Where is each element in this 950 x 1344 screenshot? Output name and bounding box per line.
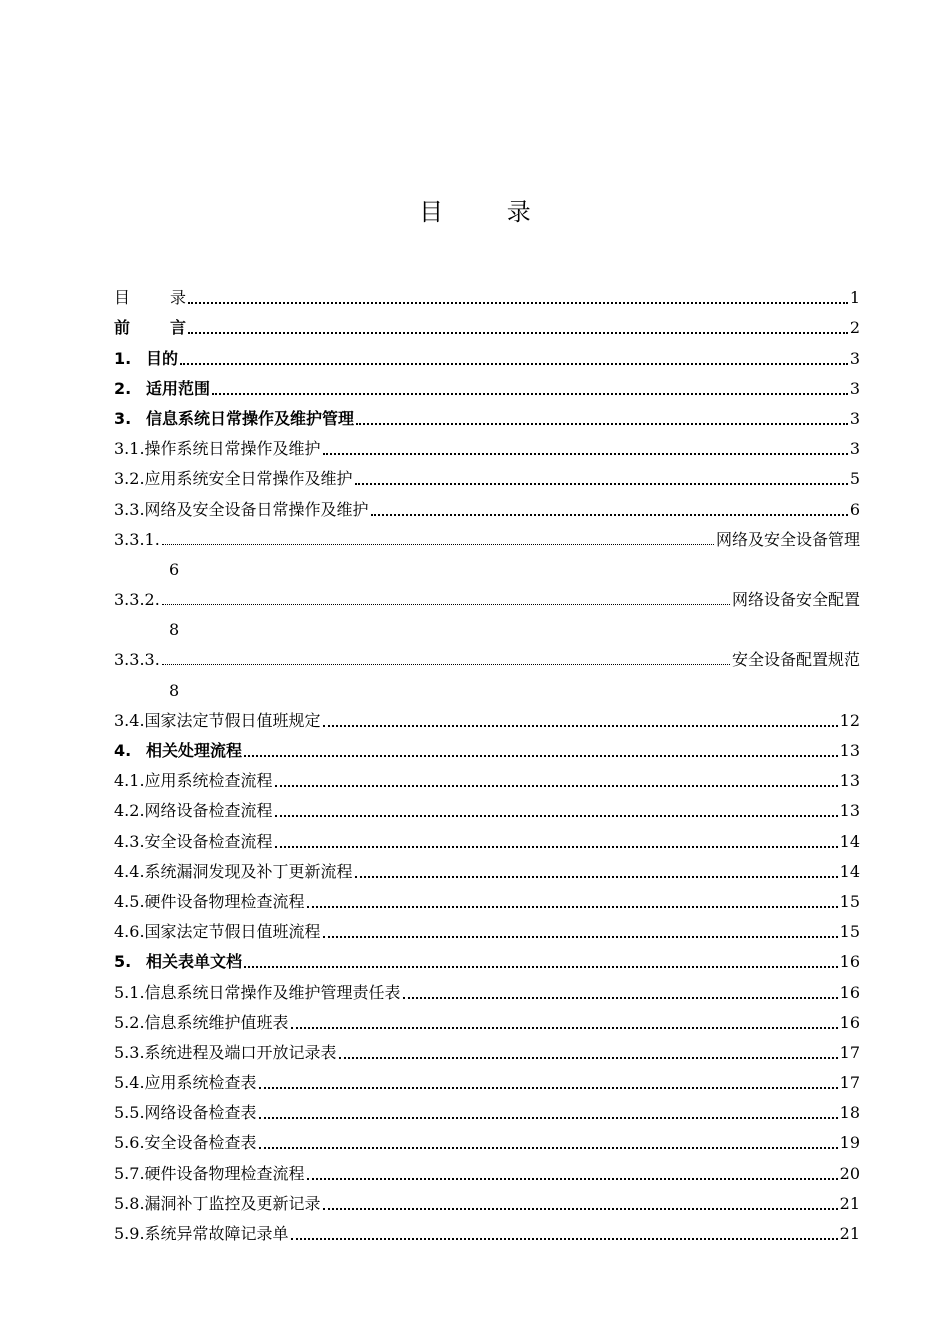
toc-leader-dots: [323, 935, 838, 938]
toc-entry[interactable]: [114, 489, 860, 519]
toc-leader-dots: [356, 422, 848, 425]
toc-entry[interactable]: [114, 701, 860, 731]
toc-entry-label: 目 录: [114, 288, 187, 308]
toc-entry-page: 20: [839, 1163, 860, 1183]
toc-entry-page: 19: [839, 1133, 860, 1153]
toc-entry[interactable]: [114, 761, 860, 791]
toc-leader-dots: [188, 331, 848, 334]
toc-entry-label: 5.1.信息系统日常操作及维护管理责任表: [114, 982, 401, 1002]
toc-entry-page: 15: [839, 922, 860, 942]
toc-entry-number: 5.1.: [114, 982, 145, 1002]
toc-entry-label: 5.8.漏洞补丁监控及更新记录: [114, 1193, 321, 1213]
toc-entry-number: 1.: [114, 348, 132, 368]
toc-entry-label: 4.6.国家法定节假日值班流程: [114, 922, 321, 942]
toc-entry-number: 3.4.: [114, 710, 145, 730]
toc-entry[interactable]: [114, 821, 860, 851]
toc-entry-number: 3.3.2.: [114, 590, 160, 610]
page-title: 目 录: [419, 198, 559, 226]
toc-leader-dots: [162, 663, 730, 665]
toc-leader-dots: [339, 1056, 838, 1059]
toc-entry-page: 16: [839, 952, 860, 972]
toc-leader-dots: [275, 814, 838, 817]
toc-entry-label: 网络及安全设备管理: [715, 529, 860, 549]
toc-entry[interactable]: [114, 1003, 860, 1033]
toc-entry-label: 3.3.网络及安全设备日常操作及维护: [114, 499, 369, 519]
toc-entry[interactable]: [114, 852, 860, 882]
toc-entry[interactable]: [114, 308, 860, 338]
toc-leader-dots: [323, 1207, 838, 1210]
toc-entry-label: 4.3.安全设备检查流程: [114, 831, 273, 851]
toc-leader-dots: [323, 452, 848, 455]
toc-entry-page: 17: [839, 1042, 860, 1062]
toc-entry-page: 18: [839, 1103, 860, 1123]
toc-entry-label: 5.2.信息系统维护值班表: [114, 1012, 289, 1032]
toc-entry-page: 12: [839, 710, 860, 730]
toc-entry-number: 4.2.: [114, 801, 145, 821]
toc-entry-page: 3: [849, 439, 860, 459]
toc-entry[interactable]: [114, 640, 860, 670]
toc-leader-dots: [180, 362, 848, 365]
toc-entry-number: 3.1.: [114, 439, 145, 459]
toc-leader-dots: [371, 513, 848, 516]
toc-entry[interactable]: [114, 429, 860, 459]
toc-entry[interactable]: [114, 1153, 860, 1183]
toc-entry-label: 5.6.安全设备检查表: [114, 1133, 257, 1153]
toc-entry-number: 3.3.: [114, 499, 145, 519]
toc-entry[interactable]: [114, 520, 860, 550]
toc-leader-dots: [307, 1177, 838, 1180]
toc-leader-dots: [291, 1237, 838, 1240]
toc-leader-dots: [323, 724, 838, 727]
toc-leader-dots: [162, 543, 714, 545]
toc-entry-number: 5.4.: [114, 1073, 145, 1093]
toc-entry-page: 3: [849, 348, 860, 368]
toc-entry[interactable]: [114, 1123, 860, 1153]
toc-entry-number: 3.: [114, 408, 132, 428]
toc-entry-page: 13: [839, 741, 860, 760]
toc-entry-label: 安全设备配置规范: [731, 650, 860, 670]
toc-entry-number: 3.3.1.: [114, 529, 160, 549]
toc-leader-dots: [355, 875, 838, 878]
toc-entry-label: 5.5.网络设备检查表: [114, 1103, 257, 1123]
toc-leader-dots: [259, 1086, 838, 1089]
toc-entry[interactable]: [114, 369, 860, 399]
toc-leader-dots: [291, 1026, 838, 1029]
toc-entry-page: 14: [839, 831, 860, 851]
toc-entry-label: 前 言: [114, 318, 187, 338]
toc-entry-label: 5.4.应用系统检查表: [114, 1073, 257, 1093]
toc-entry[interactable]: [114, 459, 860, 489]
toc-entry-number: 4.: [114, 741, 132, 760]
toc-entry-label: 网络设备安全配置: [731, 590, 860, 610]
toc-entry-page: 5: [849, 469, 860, 489]
toc-entry-label: 4. 相关处理流程: [114, 741, 243, 760]
toc-entry-label: 5.9.系统异常故障记录单: [114, 1224, 289, 1243]
toc-entry-page: 3: [849, 408, 860, 428]
toc-entry-page: 21: [839, 1224, 860, 1243]
toc-entry-page: 3: [849, 378, 860, 398]
toc-entry[interactable]: [114, 1214, 860, 1244]
toc-entry[interactable]: [114, 912, 860, 942]
toc-entry-number: 4.1.: [114, 771, 145, 791]
toc-entry[interactable]: [114, 942, 860, 972]
toc-entry-label: 5.7.硬件设备物理检查流程: [114, 1163, 305, 1183]
toc-entry-page: 6: [849, 499, 860, 519]
table-of-contents: [114, 278, 860, 1244]
toc-entry-label: 3. 信息系统日常操作及维护管理: [114, 408, 355, 428]
toc-entry-number: 3.2.: [114, 469, 145, 489]
toc-entry-page: 17: [839, 1073, 860, 1093]
toc-leader-dots: [275, 784, 838, 787]
toc-entry-number: 5.7.: [114, 1163, 145, 1183]
toc-entry[interactable]: [114, 882, 860, 912]
toc-entry[interactable]: [114, 791, 860, 821]
toc-leader-dots: [244, 754, 838, 757]
toc-leader-dots: [212, 392, 848, 395]
toc-entry[interactable]: [114, 731, 860, 761]
toc-entry[interactable]: [114, 580, 860, 610]
toc-entry[interactable]: [114, 1033, 860, 1063]
toc-entry-page: 8: [169, 620, 180, 640]
toc-leader-dots: [355, 482, 848, 485]
toc-entry[interactable]: [114, 1063, 860, 1093]
toc-entry-page: 8: [169, 680, 180, 700]
toc-entry-number: 2.: [114, 378, 132, 398]
toc-entry[interactable]: [114, 1184, 860, 1214]
toc-entry-number: 5.2.: [114, 1012, 145, 1032]
toc-leader-dots: [307, 905, 838, 908]
toc-entry[interactable]: [114, 972, 860, 1002]
toc-entry-label: 3.1.操作系统日常操作及维护: [114, 439, 321, 459]
toc-leader-dots: [259, 1146, 838, 1149]
toc-entry-number: 4.6.: [114, 922, 145, 942]
toc-entry-page: 1: [849, 288, 860, 308]
toc-entry-number: 5.8.: [114, 1193, 145, 1213]
toc-entry-page: 13: [839, 771, 860, 791]
toc-entry-number: 5.3.: [114, 1042, 145, 1062]
toc-entry-number: 5.5.: [114, 1103, 145, 1123]
toc-entry-label: 3.4.国家法定节假日值班规定: [114, 710, 321, 730]
toc-leader-dots: [259, 1116, 838, 1119]
toc-entry-label: 5. 相关表单文档: [114, 952, 243, 972]
toc-entry-label: 5.3.系统进程及端口开放记录表: [114, 1042, 337, 1062]
toc-entry-number: 5.9.: [114, 1224, 145, 1243]
toc-entry-label: 4.5.硬件设备物理检查流程: [114, 891, 305, 911]
toc-entry-number: 4.3.: [114, 831, 145, 851]
toc-entry-page: 16: [839, 982, 860, 1002]
toc-leader-dots: [275, 845, 838, 848]
toc-entry[interactable]: [114, 1093, 860, 1123]
toc-entry-number: 5.6.: [114, 1133, 145, 1153]
toc-entry-number: 5.: [114, 952, 132, 972]
toc-entry-page: 15: [839, 891, 860, 911]
toc-entry-page: 14: [839, 861, 860, 881]
toc-entry-label: 1. 目的: [114, 348, 179, 368]
toc-entry-label: 4.2.网络设备检查流程: [114, 801, 273, 821]
toc-entry-page: 6: [169, 559, 180, 579]
toc-entry-label: 4.4.系统漏洞发现及补丁更新流程: [114, 861, 353, 881]
toc-entry-page: 16: [839, 1012, 860, 1032]
toc-entry-page: 2: [849, 318, 860, 338]
toc-entry[interactable]: [114, 338, 860, 368]
toc-entry-label: 3.2.应用系统安全日常操作及维护: [114, 469, 353, 489]
toc-entry-label: 2. 适用范围: [114, 378, 211, 398]
toc-leader-dots: [403, 996, 838, 999]
toc-entry-number: 4.4.: [114, 861, 145, 881]
toc-entry-page: 21: [839, 1193, 860, 1213]
toc-entry-label: 4.1.应用系统检查流程: [114, 771, 273, 791]
toc-leader-dots: [188, 301, 848, 304]
toc-leader-dots: [162, 603, 730, 605]
toc-entry[interactable]: [114, 278, 860, 308]
toc-entry[interactable]: [114, 399, 860, 429]
toc-leader-dots: [244, 965, 838, 968]
toc-entry-number: 4.5.: [114, 891, 145, 911]
toc-entry-number: 3.3.3.: [114, 650, 160, 670]
toc-entry-page: 13: [839, 801, 860, 821]
